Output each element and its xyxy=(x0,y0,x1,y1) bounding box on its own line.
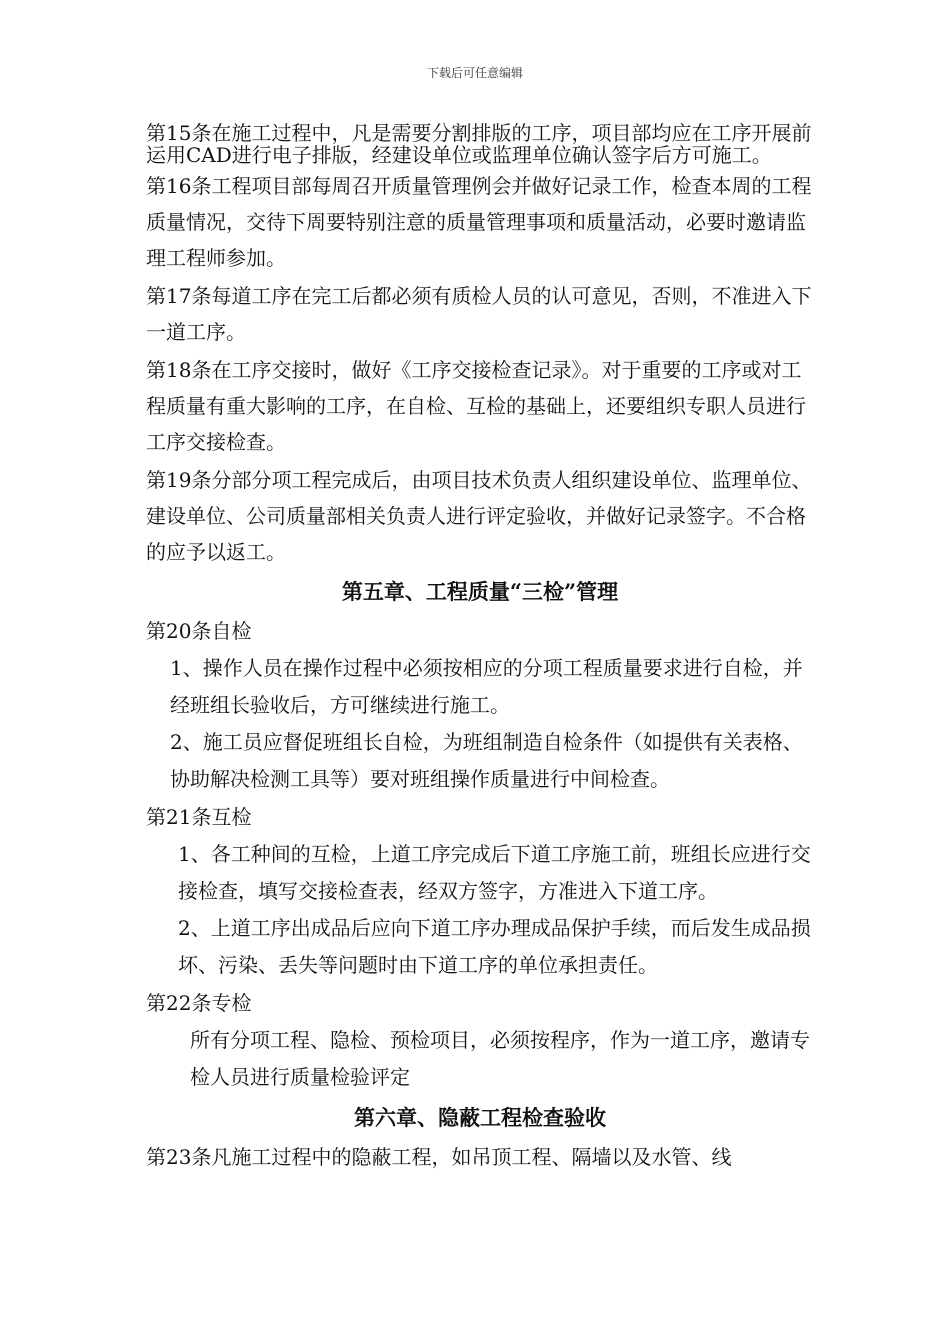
chapter-5-title: 第五章、工程质量“三检”管理 xyxy=(341,579,619,604)
document-body xyxy=(146,122,814,1176)
article-22-text: 所有分项工程、隐检、预检项目，必须按程序，作为一道工序，邀请专检人员进行质量检验评定 xyxy=(190,1028,810,1089)
article-17: 第17条每道工序在完工后都必须有质检人员的认可意见，否则，不准进入下一道工序。 xyxy=(146,284,812,344)
article-21-item-1: 1、各工种间的互检，上道工序完成后下道工序施工前，班组长应进行交接检查，填写交接检查表，经双方签字，方准进入下道工序。 xyxy=(178,842,811,903)
article-20-label: 第20条自检 xyxy=(146,619,252,643)
article-16: 第16条工程项目部每周召开质量管理例会并做好记录工作，检查本周的工程质量情况，交待下周要特别注意的质量管理事项和质量活动，必要时邀请监理工程师参加。 xyxy=(146,174,812,270)
article-19: 第19条分部分项工程完成后，由项目技术负责人组织建设单位、监理单位、建设单位、公司质量部相关负责人进行评定验收，并做好记录签字。不合格的应予以返工。 xyxy=(146,468,812,564)
page-header: 下载后可任意编辑 xyxy=(426,66,523,80)
chapter-6-title: 第六章、隐蔽工程检查验收 xyxy=(354,1105,606,1130)
article-23: 第23条凡施工过程中的隐蔽工程，如吊顶工程、隔墙以及水管、线 xyxy=(146,1145,732,1169)
article-18: 第18条在工序交接时，做好《工序交接检查记录》。对于重要的工序或对工程质量有重大影响的工序，在自检、互检的基础上，还要组织专职人员进行工序交接检查。 xyxy=(146,358,806,454)
article-22-label: 第22条专检 xyxy=(146,991,252,1015)
article-21-item-2: 2、上道工序出成品后应向下道工序办理成品保护手续，而后发生成品损坏、污染、丢失等问题时由下道工序的单位承担责任。 xyxy=(178,916,811,977)
article-20-item-1: 1、操作人员在操作过程中必须按相应的分项工程质量要求进行自检，并经班组长验收后，方可继续进行施工。 xyxy=(170,656,803,717)
article-21-label: 第21条互检 xyxy=(146,805,252,829)
article-20-item-2: 2、施工员应督促班组长自检，为班组制造自检条件（如提供有关表格、协助解决检测工具等）要对班组操作质量进行中间检查。 xyxy=(170,730,803,791)
article-15: 第15条在施工过程中，凡是需要分割排版的工序，项目部均应在工序开展前运用CAD进行电子排版，经建设单位或监理单位确认签字后方可施工。 xyxy=(146,121,812,167)
